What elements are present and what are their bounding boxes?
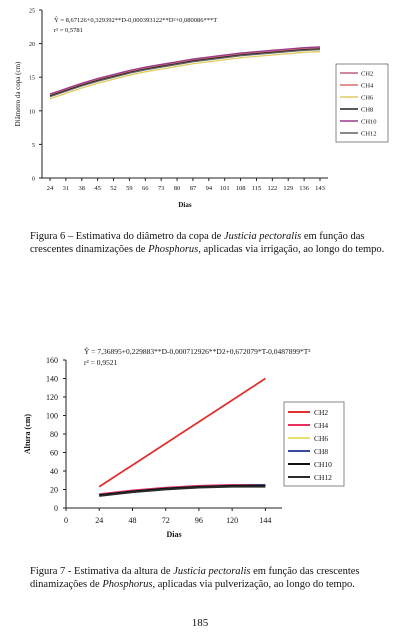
y-tick-label: 25 (29, 8, 35, 15)
x-tick-label: 24 (46, 185, 54, 192)
x-axis-label: Dias (166, 530, 182, 539)
series-line-ch2 (99, 379, 265, 487)
legend-label: CH2 (314, 408, 329, 417)
x-tick-label: 45 (94, 185, 101, 192)
y-axis-label: Diâmetro da copa (cm) (14, 61, 22, 127)
series-line-ch12 (50, 50, 320, 97)
y-tick-label: 20 (29, 42, 35, 49)
x-tick-label: 115 (251, 185, 262, 192)
caption-text: em função das crescentes dinamizações de (30, 566, 360, 590)
figure-6-caption (30, 230, 385, 256)
series-line-ch6 (50, 52, 320, 99)
legend-label: CH10 (361, 118, 377, 126)
legend-label: CH2 (361, 70, 374, 78)
x-tick-label: 108 (235, 185, 246, 192)
caption-species: Justicia pectoralis (223, 231, 302, 242)
legend-label: CH12 (314, 473, 332, 482)
legend-label: CH8 (361, 106, 374, 114)
x-axis-label: Dias (178, 201, 192, 209)
legend-label: CH4 (361, 82, 374, 90)
y-tick-label: 160 (46, 356, 58, 365)
figure-7 (0, 340, 400, 554)
figure-7-chart (0, 340, 400, 554)
legend-label: CH4 (314, 421, 329, 430)
x-tick-label: 120 (226, 516, 239, 525)
figure-6 (0, 0, 400, 222)
x-tick-label: 0 (64, 516, 68, 525)
x-tick-label: 101 (219, 185, 230, 192)
x-tick-label: 24 (95, 516, 104, 525)
y-tick-label: 140 (46, 374, 58, 384)
x-tick-label: 72 (161, 516, 170, 525)
x-tick-label: 38 (78, 185, 86, 192)
legend-label: CH10 (314, 460, 332, 469)
regression-equation: Ŷ = 7,36895+0,229883**D-0,000712926**D2+0,672079*T-0,0487899*T² (84, 347, 311, 356)
x-tick-label: 87 (189, 185, 197, 192)
caption-text: em função das crescentes dinamizações de (30, 231, 365, 255)
regression-equation: Ŷ = 8,67126+0,329392**D-0,000393122**D²+0,080086***T (54, 17, 218, 24)
caption-label: Figura 6 – (30, 231, 74, 242)
caption-text: , aplicadas via irrigação, ao longo do tempo. (198, 244, 385, 255)
y-tick-label: 15 (29, 75, 35, 82)
legend-label: CH12 (361, 130, 377, 138)
x-tick-label: 80 (173, 185, 181, 192)
caption-genus: Phosphorus (102, 579, 153, 590)
y-tick-label: 120 (46, 393, 58, 402)
y-tick-label: 40 (50, 467, 58, 476)
x-tick-label: 73 (157, 185, 165, 192)
x-tick-label: 31 (62, 185, 70, 192)
legend-label: CH6 (361, 94, 374, 102)
caption-text: , aplicadas via pulverização, ao longo do tempo. (152, 579, 355, 590)
x-tick-label: 144 (259, 516, 272, 525)
x-tick-label: 136 (299, 185, 309, 192)
x-tick-label: 129 (283, 185, 294, 192)
y-tick-label: 0 (54, 504, 58, 513)
figure-6-chart (0, 0, 400, 222)
y-tick-label: 20 (50, 485, 58, 495)
figure-7-caption (30, 565, 385, 591)
caption-text: Estimativa da altura de (74, 566, 171, 577)
caption-species: Justicia pectoralis (173, 566, 251, 577)
x-tick-label: 66 (142, 185, 149, 192)
x-tick-label: 143 (315, 185, 325, 192)
series-line-ch8 (50, 49, 320, 96)
y-tick-label: 80 (50, 430, 58, 439)
y-axis-label: Altura (cm) (23, 413, 32, 455)
y-tick-label: 10 (29, 109, 35, 116)
r-squared: r² = 0,9521 (84, 358, 118, 367)
caption-text: Estimativa do diâmetro da copa de (75, 231, 222, 242)
y-tick-label: 0 (32, 176, 35, 183)
x-tick-label: 96 (194, 516, 203, 525)
page-number: 185 (191, 617, 209, 629)
y-tick-label: 100 (46, 411, 58, 421)
x-tick-label: 52 (110, 185, 117, 192)
y-tick-label: 60 (50, 448, 58, 458)
r-squared: r² = 0,5781 (54, 27, 83, 34)
legend-label: CH6 (314, 434, 329, 443)
caption-genus: Phosphorus (148, 244, 199, 255)
x-tick-label: 59 (126, 185, 133, 192)
x-tick-label: 122 (267, 185, 278, 192)
series-line-ch4 (50, 48, 320, 95)
x-tick-label: 48 (128, 516, 137, 525)
legend-label: CH8 (314, 447, 329, 456)
caption-label: Figura 7 - (30, 566, 72, 577)
y-tick-label: 5 (32, 142, 35, 149)
x-tick-label: 94 (205, 185, 213, 192)
